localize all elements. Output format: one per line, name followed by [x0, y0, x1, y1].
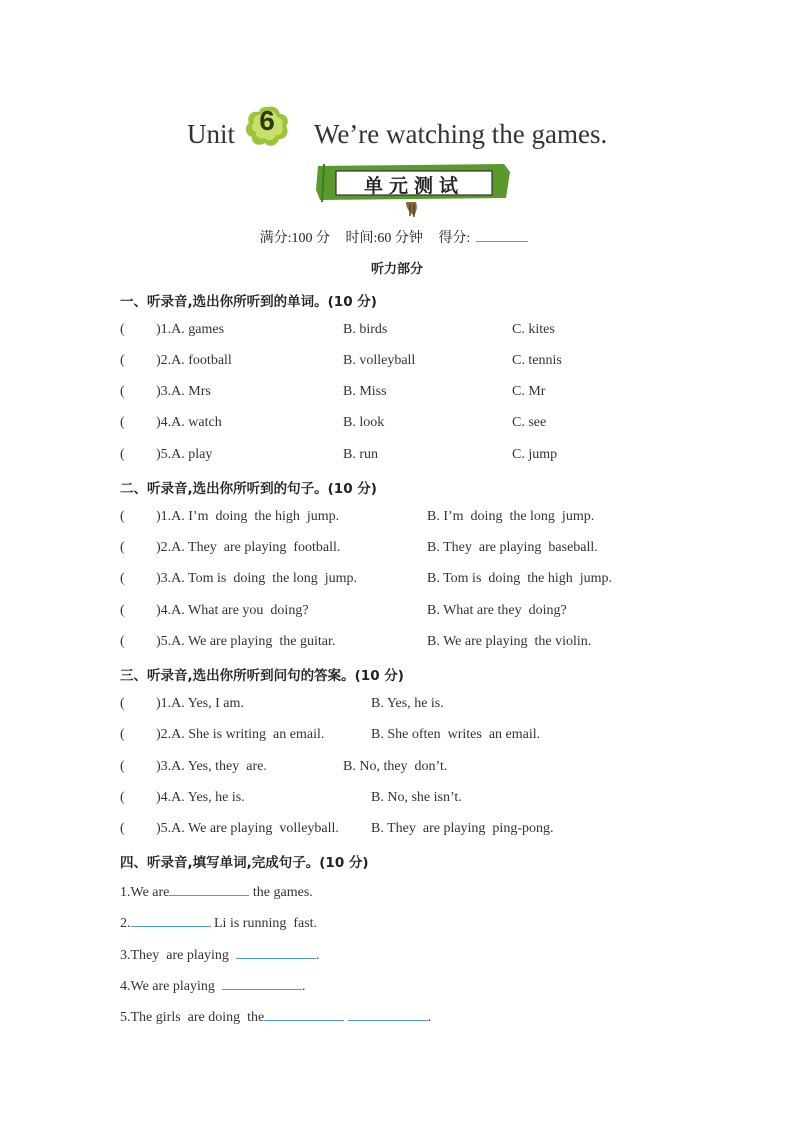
exam-time: 时间:60 分钟: [345, 231, 423, 246]
option-text: )3.A. Tom is doing the long jump.: [156, 571, 357, 586]
answer-paren: (: [120, 353, 125, 368]
answer-paren: (: [120, 571, 125, 586]
answer-paren: (: [120, 603, 125, 618]
option-text: )3.A. Yes, they are.: [156, 759, 267, 774]
s2-question-4[interactable]: [120, 603, 680, 623]
fill-item-4: [120, 977, 305, 995]
sentence-text: .: [315, 948, 320, 963]
option-text: B. Tom is doing the high jump.: [427, 571, 613, 586]
s3-question-3[interactable]: [120, 759, 680, 779]
sentence-text: .: [427, 1010, 432, 1025]
unit-title: We’re watching the games.: [314, 119, 608, 149]
answer-blank[interactable]: [169, 883, 249, 896]
score-blank[interactable]: [476, 229, 528, 242]
part-title: 听力部分: [370, 262, 423, 277]
sentence-text: the games.: [249, 885, 313, 900]
option-text: B. She often writes an email.: [371, 727, 541, 742]
option-text: B. No, she isn’t.: [371, 790, 462, 805]
option-text: C. Mr: [512, 384, 546, 399]
s3-question-1[interactable]: [120, 696, 680, 716]
option-text: )1.A. I’m doing the high jump.: [156, 509, 340, 524]
fill-item-5: [120, 1008, 431, 1026]
fill-item-1: [120, 883, 313, 901]
option-text: B. No, they don’t.: [343, 759, 448, 774]
option-text: )1.A. games: [156, 322, 225, 337]
answer-paren: (: [120, 821, 125, 836]
option-text: B. volleyball: [343, 353, 416, 368]
sentence-text: 2.: [120, 916, 131, 931]
answer-paren: (: [120, 540, 125, 555]
section-2-title: 二、听录音,选出你所听到的句子。(10 分): [120, 481, 377, 497]
option-text: C. jump: [512, 447, 558, 462]
answer-blank[interactable]: [131, 914, 211, 927]
answer-paren: (: [120, 509, 125, 524]
unit-word: Unit: [187, 119, 236, 149]
option-text: B. What are they doing?: [427, 603, 567, 618]
answer-paren: (: [120, 447, 125, 462]
option-text: )4.A. What are you doing?: [156, 603, 309, 618]
option-text: B. Yes, he is.: [371, 696, 444, 711]
sentence-text: .: [301, 979, 306, 994]
s3-question-5[interactable]: [120, 821, 680, 841]
s1-question-2[interactable]: [120, 353, 680, 373]
unit-number: 6: [259, 105, 275, 136]
section-3-title: 三、听录音,选出你所听到问句的答案。(10 分): [120, 668, 404, 684]
s1-question-1[interactable]: [120, 322, 680, 342]
option-text: )2.A. football: [156, 353, 232, 368]
option-text: B. Miss: [343, 384, 387, 399]
full-score: 满分:100 分: [259, 231, 331, 246]
option-text: C. tennis: [512, 353, 562, 368]
sentence-text: 4.We are playing: [120, 979, 222, 994]
unit-number-badge: [244, 104, 290, 148]
option-text: )2.A. She is writing an email.: [156, 727, 325, 742]
option-text: B. birds: [343, 322, 388, 337]
option-text: B. They are playing ping-pong.: [371, 821, 554, 836]
unit-test-banner: [314, 162, 512, 218]
s2-question-3[interactable]: [120, 571, 680, 591]
option-text: C. kites: [512, 322, 555, 337]
s1-question-5[interactable]: [120, 447, 680, 467]
option-text: B. They are playing baseball.: [427, 540, 598, 555]
answer-paren: (: [120, 322, 125, 337]
option-text: B. We are playing the violin.: [427, 634, 592, 649]
answer-blank[interactable]: [264, 1008, 344, 1021]
option-text: )3.A. Mrs: [156, 384, 211, 399]
answer-paren: (: [120, 384, 125, 399]
option-text: )5.A. We are playing the guitar.: [156, 634, 336, 649]
unit-header: [0, 104, 794, 160]
option-text: )5.A. We are playing volleyball.: [156, 821, 339, 836]
option-text: B. run: [343, 447, 378, 462]
answer-paren: (: [120, 727, 125, 742]
sentence-text: 1.We are: [120, 885, 170, 900]
option-text: C. see: [512, 415, 547, 430]
option-text: )1.A. Yes, I am.: [156, 696, 244, 711]
sentence-text: Li is running fast.: [210, 916, 318, 931]
fill-item-2: [120, 914, 317, 932]
option-text: )4.A. watch: [156, 415, 222, 430]
s1-question-4[interactable]: [120, 415, 680, 435]
s3-question-4[interactable]: [120, 790, 680, 810]
answer-paren: (: [120, 634, 125, 649]
answer-paren: (: [120, 759, 125, 774]
score-field[interactable]: [438, 231, 534, 246]
sentence-text: 3.They are playing: [120, 948, 236, 963]
s3-question-2[interactable]: [120, 727, 680, 747]
answer-paren: (: [120, 415, 125, 430]
option-text: )2.A. They are playing football.: [156, 540, 341, 555]
option-text: )4.A. Yes, he is.: [156, 790, 245, 805]
exam-meta: [0, 227, 794, 247]
answer-blank[interactable]: [222, 977, 302, 990]
answer-paren: (: [120, 696, 125, 711]
option-text: )5.A. play: [156, 447, 213, 462]
answer-blank[interactable]: [236, 946, 316, 959]
score-label: 得分:: [438, 231, 471, 246]
banner-text: 单元测试: [363, 175, 464, 197]
s2-question-5[interactable]: [120, 634, 680, 654]
fill-item-3: [120, 946, 319, 964]
sentence-text: 5.The girls are doing the: [120, 1010, 265, 1025]
s2-question-1[interactable]: [120, 509, 680, 529]
option-text: B. look: [343, 415, 385, 430]
section-1-title: 一、听录音,选出你所听到的单词。(10 分): [120, 294, 377, 310]
answer-blank[interactable]: [348, 1008, 428, 1021]
section-4-title: 四、听录音,填写单词,完成句子。(10 分): [120, 855, 369, 871]
option-text: B. I’m doing the long jump.: [427, 509, 595, 524]
answer-paren: (: [120, 790, 125, 805]
s2-question-2[interactable]: [120, 540, 680, 560]
s1-question-3[interactable]: [120, 384, 680, 404]
